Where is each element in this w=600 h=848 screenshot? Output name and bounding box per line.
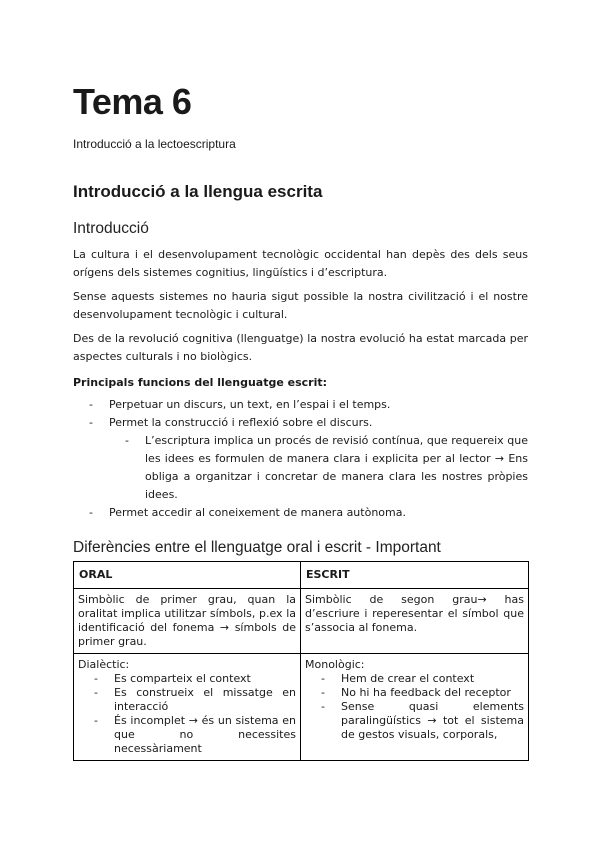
dash-bullet-icon: - (321, 672, 325, 685)
dash-bullet-icon: - (94, 672, 98, 685)
dash-bullet-icon: - (321, 700, 325, 713)
paragraph-2: Sense aquests sistemes no hauria sigut possible la nostra civilització i el nostre desenvolupament tecnològic i cultural. (73, 290, 528, 321)
paragraph-1: La cultura i el desenvolupament tecnològic occidental han depès des dels seus orígens dels sistemes cognitius, lingüístics i d’escriptura. (73, 248, 528, 279)
table-cell: Simbòlic de primer grau, quan la oralitat implica utilitzar símbols, p.ex la identificació del fonema → símbols de primer grau. (74, 589, 301, 654)
list-item: - És incomplet → és un sistema en que no necessites necessàriament (94, 714, 296, 755)
dash-bullet-icon: - (89, 506, 93, 519)
page-subtitle: Introducció a la lectoescriptura (73, 137, 236, 151)
table-header-row (74, 562, 529, 589)
table-cell: Simbòlic de segon grau→ has d’escriure i reperesentar el símbol que s’associa al fonema. (301, 589, 529, 654)
section-heading: Introducció a la llengua escrita (73, 182, 323, 201)
differences-table (73, 561, 529, 761)
oral-features-list (78, 672, 296, 756)
dash-bullet-icon: - (125, 434, 129, 447)
list-item: - Permet la construcció i reflexió sobre el discurs. - L’escriptura implica un procés de revisió contínua, que requereix que les idees es formulen de manera clara i explicita per al lector → Ens obliga a organitzar i concretar de manera clara les nostres pròpies idees. (73, 414, 528, 504)
paragraph-3: Des de la revolució cognitiva (llenguatge) la nostra evolució ha estat marcada per aspectes culturals i no biològics. (73, 332, 528, 363)
table-cell: Dialèctic: - Es comparteix el context - Es construeix el missatge en interacció - És incomplet → és un sistema en que no necessites necessàriament (74, 654, 301, 761)
table-row (74, 654, 529, 761)
list-item: - Hem de crear el context (321, 672, 475, 685)
dash-bullet-icon: - (94, 714, 98, 727)
list-item: - Perpetuar un discurs, un text, en l’espai i el temps. (73, 396, 528, 414)
dash-bullet-icon: - (89, 398, 93, 411)
functions-list (73, 396, 528, 522)
table-row (74, 589, 529, 654)
list-item: - Es comparteix el context (94, 672, 251, 685)
table-cell: Monològic: - Hem de crear el context - No hi ha feedback del receptor - Sense quasi elements paralingüístics → tot el sistema de gestos visuals, corporals, (301, 654, 529, 761)
list-item: - L’escriptura implica un procés de revisió contínua, que requereix que les idees es formulen de manera clara i explicita per al lector → Ens obliga a organitzar i concretar de manera clara les nostres pròpies idees. (125, 434, 528, 501)
dash-bullet-icon: - (89, 416, 93, 429)
list-item: - Permet accedir al coneixement de manera autònoma. (73, 504, 528, 522)
dash-bullet-icon: - (321, 686, 325, 699)
differences-heading: Diferències entre el llenguatge oral i escrit - Important (73, 539, 441, 556)
column-header-escrit: ESCRIT (301, 562, 529, 589)
list-item: - No hi ha feedback del receptor (321, 686, 511, 699)
list-item: - Sense quasi elements paralingüístics → tot el sistema de gestos visuals, corporals, (321, 700, 524, 741)
dash-bullet-icon: - (94, 686, 98, 699)
list-item: - Es construeix el missatge en interacció (94, 686, 296, 713)
functions-sublist (109, 432, 528, 504)
page-title: Tema 6 (73, 81, 192, 122)
escrit-features-list (305, 672, 524, 742)
column-header-oral: ORAL (74, 562, 301, 589)
intro-heading: Introducció (73, 220, 149, 237)
functions-label: Principals funcions del llenguatge escrit: (73, 376, 328, 389)
